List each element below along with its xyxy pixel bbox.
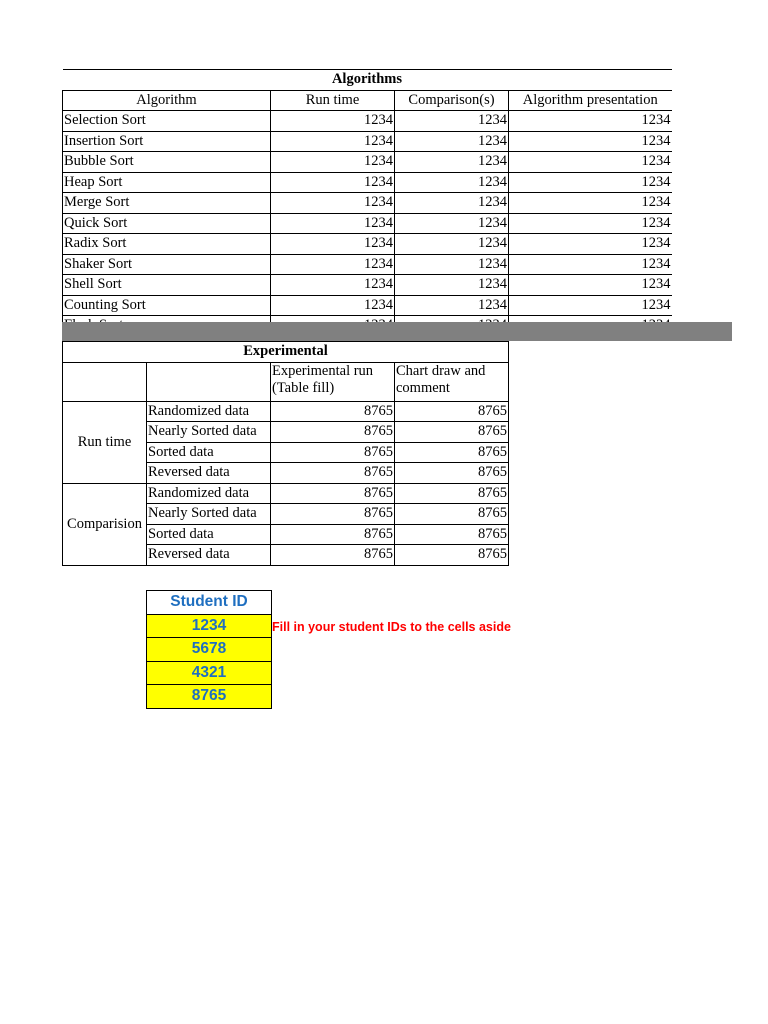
comparisons-cell[interactable]: 1234 (395, 275, 509, 296)
presentation-cell[interactable]: 1234 (509, 111, 672, 132)
student-id-row (147, 638, 272, 662)
experimental-run-cell[interactable]: 8765 (271, 422, 395, 443)
student-id-cell[interactable]: 1234 (147, 614, 272, 638)
experimental-blank-cell[interactable] (63, 362, 147, 401)
algorithm-name-cell[interactable]: Shaker Sort (63, 254, 271, 275)
chart-draw-cell[interactable]: 8765 (395, 463, 509, 484)
algorithm-name-cell[interactable]: Selection Sort (63, 111, 271, 132)
experimental-run-cell[interactable]: 8765 (271, 483, 395, 504)
algorithm-name-cell[interactable]: Shell Sort (63, 275, 271, 296)
algorithm-row (63, 295, 672, 316)
student-id-table (146, 590, 272, 709)
run-time-cell[interactable]: 1234 (271, 152, 395, 173)
student-id-instruction: Fill in your student IDs to the cells aside (272, 620, 511, 634)
comparisons-cell[interactable]: 1234 (395, 131, 509, 152)
data-type-cell[interactable]: Reversed data (147, 463, 271, 484)
algorithm-row (63, 213, 672, 234)
presentation-cell[interactable]: 1234 (509, 131, 672, 152)
student-id-cell[interactable]: 8765 (147, 685, 272, 709)
chart-draw-cell[interactable]: 8765 (395, 442, 509, 463)
algorithms-table (62, 69, 672, 337)
data-type-cell[interactable]: Reversed data (147, 545, 271, 566)
chart-draw-cell[interactable]: 8765 (395, 524, 509, 545)
algorithm-row (63, 193, 672, 214)
experimental-header-row (63, 362, 509, 401)
experimental-table (62, 341, 509, 566)
group-label-cell[interactable]: Run time (63, 401, 147, 483)
student-id-header-cell[interactable]: Student ID (147, 591, 272, 615)
experimental-row (63, 483, 509, 504)
chart-draw-cell[interactable]: 8765 (395, 483, 509, 504)
algorithm-name-cell[interactable]: Insertion Sort (63, 131, 271, 152)
experimental-title-row (63, 342, 509, 363)
student-id-cell[interactable]: 5678 (147, 638, 272, 662)
experimental-table-body (63, 342, 509, 566)
header-algorithm-cell[interactable]: Algorithm (63, 90, 271, 111)
algorithm-row (63, 172, 672, 193)
header-presentation-cell[interactable]: Algorithm presentation (509, 90, 672, 111)
comparisons-cell[interactable]: 1234 (395, 234, 509, 255)
header-experimental-run-cell[interactable]: Experimental run (Table fill) (271, 362, 395, 401)
presentation-cell[interactable]: 1234 (509, 295, 672, 316)
run-time-cell[interactable]: 1234 (271, 254, 395, 275)
comparisons-cell[interactable]: 1234 (395, 193, 509, 214)
algorithm-name-cell[interactable]: Merge Sort (63, 193, 271, 214)
algorithm-name-cell[interactable]: Counting Sort (63, 295, 271, 316)
comparisons-cell[interactable]: 1234 (395, 152, 509, 173)
presentation-cell[interactable]: 1234 (509, 234, 672, 255)
run-time-cell[interactable]: 1234 (271, 193, 395, 214)
algorithm-name-cell[interactable]: Bubble Sort (63, 152, 271, 173)
experimental-row (63, 401, 509, 422)
data-type-cell[interactable]: Nearly Sorted data (147, 504, 271, 525)
experimental-run-cell[interactable]: 8765 (271, 401, 395, 422)
data-type-cell[interactable]: Nearly Sorted data (147, 422, 271, 443)
run-time-cell[interactable]: 1234 (271, 131, 395, 152)
run-time-cell[interactable]: 1234 (271, 172, 395, 193)
student-id-row (147, 614, 272, 638)
header-chart-draw-cell[interactable]: Chart draw and comment (395, 362, 509, 401)
chart-draw-cell[interactable]: 8765 (395, 401, 509, 422)
algorithm-row (63, 131, 672, 152)
chart-draw-cell[interactable]: 8765 (395, 545, 509, 566)
presentation-cell[interactable]: 1234 (509, 152, 672, 173)
chart-draw-cell[interactable]: 8765 (395, 422, 509, 443)
algorithms-table-body (63, 70, 672, 337)
student-id-row (147, 661, 272, 685)
presentation-cell[interactable]: 1234 (509, 254, 672, 275)
data-type-cell[interactable]: Sorted data (147, 524, 271, 545)
run-time-cell[interactable]: 1234 (271, 295, 395, 316)
experimental-run-cell[interactable]: 8765 (271, 504, 395, 525)
gray-band-row (62, 322, 732, 341)
algorithm-name-cell[interactable]: Heap Sort (63, 172, 271, 193)
data-type-cell[interactable]: Randomized data (147, 401, 271, 422)
algorithm-row (63, 275, 672, 296)
algorithms-title-row (63, 70, 672, 91)
experimental-run-cell[interactable]: 8765 (271, 545, 395, 566)
student-id-table-body (147, 591, 272, 709)
algorithm-row (63, 152, 672, 173)
algorithms-title-cell[interactable]: Algorithms (63, 70, 672, 91)
run-time-cell[interactable]: 1234 (271, 111, 395, 132)
algorithm-name-cell[interactable]: Quick Sort (63, 213, 271, 234)
comparisons-cell[interactable]: 1234 (395, 295, 509, 316)
experimental-run-cell[interactable]: 8765 (271, 524, 395, 545)
data-type-cell[interactable]: Sorted data (147, 442, 271, 463)
algorithm-row (63, 111, 672, 132)
run-time-cell[interactable]: 1234 (271, 234, 395, 255)
experimental-run-cell[interactable]: 8765 (271, 463, 395, 484)
chart-draw-cell[interactable]: 8765 (395, 504, 509, 525)
presentation-cell[interactable]: 1234 (509, 172, 672, 193)
experimental-blank-cell[interactable] (147, 362, 271, 401)
presentation-cell[interactable]: 1234 (509, 275, 672, 296)
comparisons-cell[interactable]: 1234 (395, 172, 509, 193)
algorithm-name-cell[interactable]: Radix Sort (63, 234, 271, 255)
comparisons-cell[interactable]: 1234 (395, 213, 509, 234)
student-id-row (147, 685, 272, 709)
algorithm-row (63, 254, 672, 275)
comparisons-cell[interactable]: 1234 (395, 254, 509, 275)
header-run-time-cell[interactable]: Run time (271, 90, 395, 111)
run-time-cell[interactable]: 1234 (271, 213, 395, 234)
experimental-title-cell[interactable]: Experimental (63, 342, 509, 363)
student-id-header-row (147, 591, 272, 615)
run-time-cell[interactable]: 1234 (271, 275, 395, 296)
group-label-cell[interactable]: Comparision (63, 483, 147, 565)
comparisons-cell[interactable]: 1234 (395, 111, 509, 132)
header-comparisons-cell[interactable]: Comparison(s) (395, 90, 509, 111)
presentation-cell[interactable]: 1234 (509, 193, 672, 214)
presentation-cell[interactable]: 1234 (509, 213, 672, 234)
student-id-cell[interactable]: 4321 (147, 661, 272, 685)
experimental-run-cell[interactable]: 8765 (271, 442, 395, 463)
data-type-cell[interactable]: Randomized data (147, 483, 271, 504)
algorithms-header-row (63, 90, 672, 111)
algorithm-row (63, 234, 672, 255)
